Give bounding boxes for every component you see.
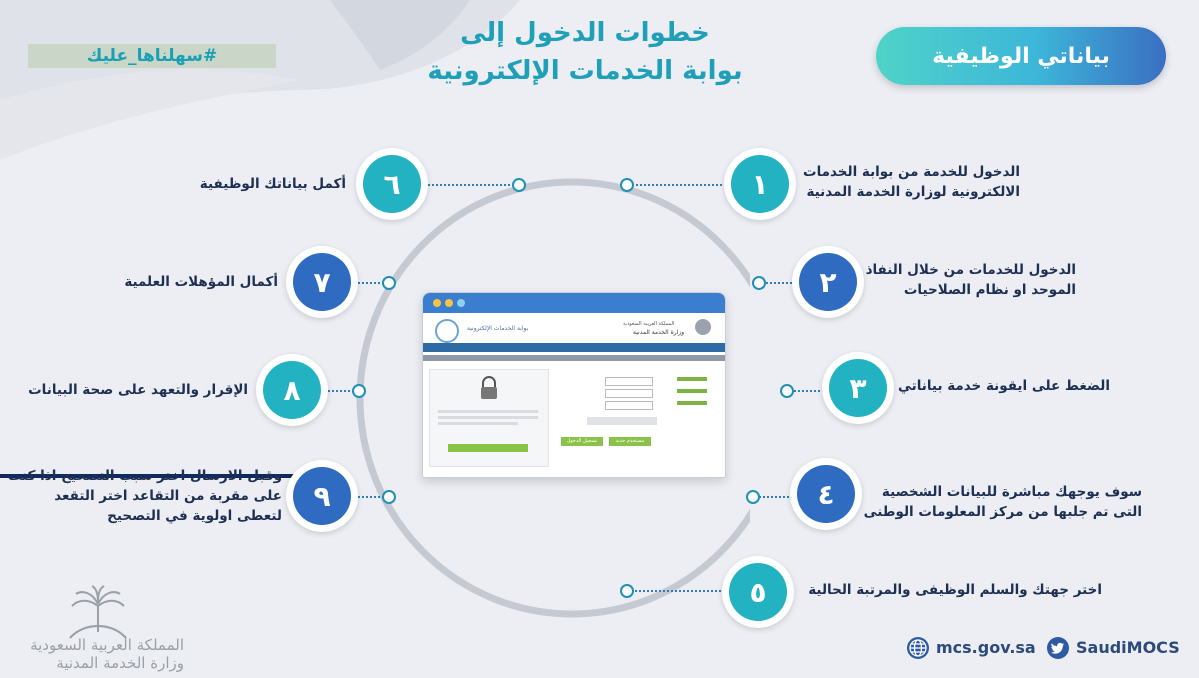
ring-node-6: [512, 178, 526, 192]
portal-screenshot: [422, 292, 726, 478]
step-9-label: وقبل الارسال اختر سبب التصحيح اذا كنت على مقربة من التقاعد اختر التقعد لتعطى اولوية في التصحيح: [7, 468, 282, 524]
portal-ministry-name: وزارة الخدمة المدنية: [633, 329, 685, 336]
step-5-label: اختر جهتك والسلم الوظيفى والمرتبة الحالية: [808, 582, 1102, 598]
step-4-label: سوف يوجهك مباشرة للبيانات الشخصية التى تم جلبها من مركز المعلومات الوطنى: [863, 484, 1142, 520]
ring-node-7: [382, 276, 396, 290]
ring-node-3: [780, 384, 794, 398]
step-8-label: الإقرار والتعهد على صحة البيانات: [28, 382, 248, 398]
step-9-badge: [286, 460, 358, 532]
portal-info-panel: [429, 369, 549, 467]
ring-node-4: [746, 490, 760, 504]
portal-emblem-left-icon: [435, 319, 459, 343]
step-3-label: الضغط على ايقونة خدمة بياناتي: [898, 378, 1110, 394]
step-7-label: أكمال المؤهلات العلمية: [124, 274, 278, 290]
step-6-number: ٦: [363, 155, 421, 213]
step-7-badge: [286, 246, 358, 318]
step-1-badge: [724, 148, 796, 220]
step-1-number: ١: [731, 155, 789, 213]
step-8-badge: [256, 354, 328, 426]
step-5-number: ٥: [729, 563, 787, 621]
twitter-bird-icon: [1046, 636, 1070, 660]
page-title-line-1: خطوات الدخول إلى: [460, 18, 710, 48]
step-7-number: ٧: [293, 253, 351, 311]
globe-icon: [906, 636, 930, 660]
step-3-number: ٣: [829, 359, 887, 417]
palm-swords-emblem-icon: [58, 584, 138, 640]
connector-5: [632, 590, 724, 592]
ministry-logo-line-2: وزارة الخدمة المدنية: [56, 654, 184, 672]
website-link[interactable]: mcs.gov.sa: [936, 638, 1036, 657]
ring-node-9: [382, 490, 396, 504]
portal-site-title: بوابة الخدمات الإلكترونية: [467, 325, 529, 332]
ring-node-2: [752, 276, 766, 290]
ring-node-5: [620, 584, 634, 598]
portal-login-button[interactable]: تسجيل الدخول: [561, 437, 603, 446]
ring-node-8: [352, 384, 366, 398]
step-6-badge: [356, 148, 428, 220]
step-6-label: أكمل بياناتك الوظيفية: [199, 176, 346, 192]
step-4-number: ٤: [797, 465, 855, 523]
browser-titlebar: [423, 293, 725, 313]
portal-new-user-button[interactable]: مستخدم جديد: [609, 437, 651, 446]
connector-2: [762, 282, 792, 284]
step-2-badge: [792, 246, 864, 318]
step-5-badge: [722, 556, 794, 628]
step-9-number: ٩: [293, 467, 351, 525]
connector-6: [428, 184, 518, 186]
connector-1: [632, 184, 726, 186]
portal-subnav-band: [423, 355, 725, 361]
portal-login-panel: [557, 369, 719, 465]
ring-node-1: [620, 178, 634, 192]
step-1-label: الدخول للخدمة من بوابة الخدمات الالكترونية لوزارة الخدمة المدنية: [803, 164, 1020, 200]
portal-emblem-right-icon: [695, 319, 711, 335]
step-2-label: الدخول للخدمات من خلال النفاذ الموحد او نظام الصلاحيات: [865, 262, 1076, 298]
padlock-icon: [478, 376, 500, 400]
step-3-badge: [822, 352, 894, 424]
portal-nav-band: [423, 343, 725, 352]
twitter-handle-link[interactable]: SaudiMOCS: [1076, 638, 1180, 657]
section-badge: بياناتي الوظيفية: [876, 27, 1166, 85]
step-2-number: ٢: [799, 253, 857, 311]
connector-3: [790, 390, 824, 392]
page-title-line-2: بوابة الخدمات الإلكترونية: [427, 56, 743, 86]
ministry-logo-line-1: المملكة العربية السعودية: [30, 636, 184, 654]
connector-4: [756, 496, 792, 498]
step-8-number: ٨: [263, 361, 321, 419]
hashtag-banner: #سهلناها_عليك: [28, 44, 276, 68]
portal-kingdom-name: المملكة العربية السعودية: [623, 321, 675, 327]
step-4-badge: [790, 458, 862, 530]
